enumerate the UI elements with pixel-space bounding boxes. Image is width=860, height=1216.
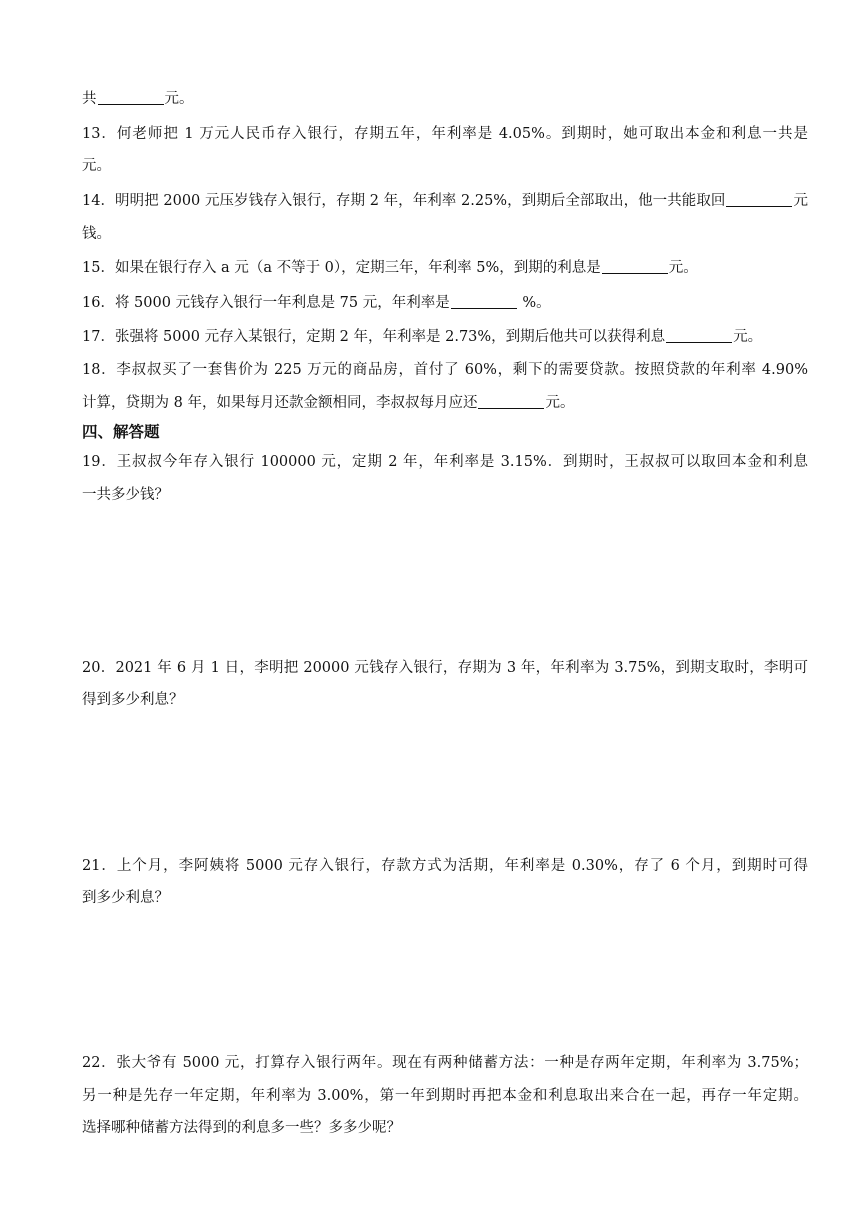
answer-blank — [602, 259, 668, 274]
question-22-line-1: 22．张大爷有 5000 元，打算存入银行两年。现在有两种储蓄方法：一种是存两年定期，年利率为 3.75%； — [82, 1055, 808, 1071]
question-15: 15．如果在银行存入 a 元（a 不等于 0），定期三年，年利率 5%，到期的利息是 元。 — [82, 260, 698, 276]
question-13-line-2: 元。 — [82, 158, 111, 174]
question-18-line-1: 18．李叔叔买了一套售价为 225 万元的商品房，首付了 60%，剩下的需要贷款。按照贷款的年利率 4.90% — [82, 362, 808, 378]
question-21-line-2: 到多少利息？ — [82, 890, 169, 906]
answer-blank — [451, 294, 517, 309]
question-19-line-2: 一共多少钱？ — [82, 487, 169, 503]
question-20-line-1: 20．2021 年 6 月 1 日，李明把 20000 元钱存入银行，存期为 3 年，年利率为 3.75%，到期支取时，李明可 — [82, 660, 808, 676]
answer-blank — [98, 90, 164, 105]
question-16: 16．将 5000 元钱存入银行一年利息是 75 元，年利率是 %。 — [82, 295, 551, 311]
answer-blank — [726, 192, 792, 207]
question-20-line-2: 得到多少利息？ — [82, 692, 184, 708]
question-22-line-3: 选择哪种储蓄方法得到的利息多一些？多多少呢？ — [82, 1120, 401, 1136]
question-22-line-2: 另一种是先存一年定期，年利率为 3.00%，第一年到期时再把本金和利息取出来合在一起，再存一年定期。 — [82, 1088, 808, 1104]
question-13-line-1: 13．何老师把 1 万元人民币存入银行，存期五年，年利率是 4.05%。到期时，她可取出本金和利息一共是 — [82, 126, 808, 142]
question-18-line-2: 计算，贷期为 8 年，如果每月还款金额相同，李叔叔每月应还 元。 — [82, 395, 575, 411]
question-14-line-2: 钱。 — [82, 226, 111, 242]
question-21-line-1: 21．上个月，李阿姨将 5000 元存入银行，存款方式为活期，年利率是 0.30%，存了 6 个月，到期时可得 — [82, 858, 808, 874]
answer-blank — [478, 394, 544, 409]
question-12-continuation: 共 元。 — [82, 91, 194, 107]
question-14-line-1: 14．明明把 2000 元压岁钱存入银行，存期 2 年，年利率 2.25%，到期后全部取出，他一共能取回 元 — [82, 193, 809, 209]
answer-blank — [666, 328, 732, 343]
question-19-line-1: 19．王叔叔今年存入银行 100000 元，定期 2 年，年利率是 3.15%．到期时，王叔叔可以取回本金和利息 — [82, 454, 808, 470]
question-17: 17．张强将 5000 元存入某银行，定期 2 年，年利率是 2.73%，到期后他共可以获得利息 元。 — [82, 329, 763, 345]
section-heading: 四、解答题 — [82, 423, 160, 441]
